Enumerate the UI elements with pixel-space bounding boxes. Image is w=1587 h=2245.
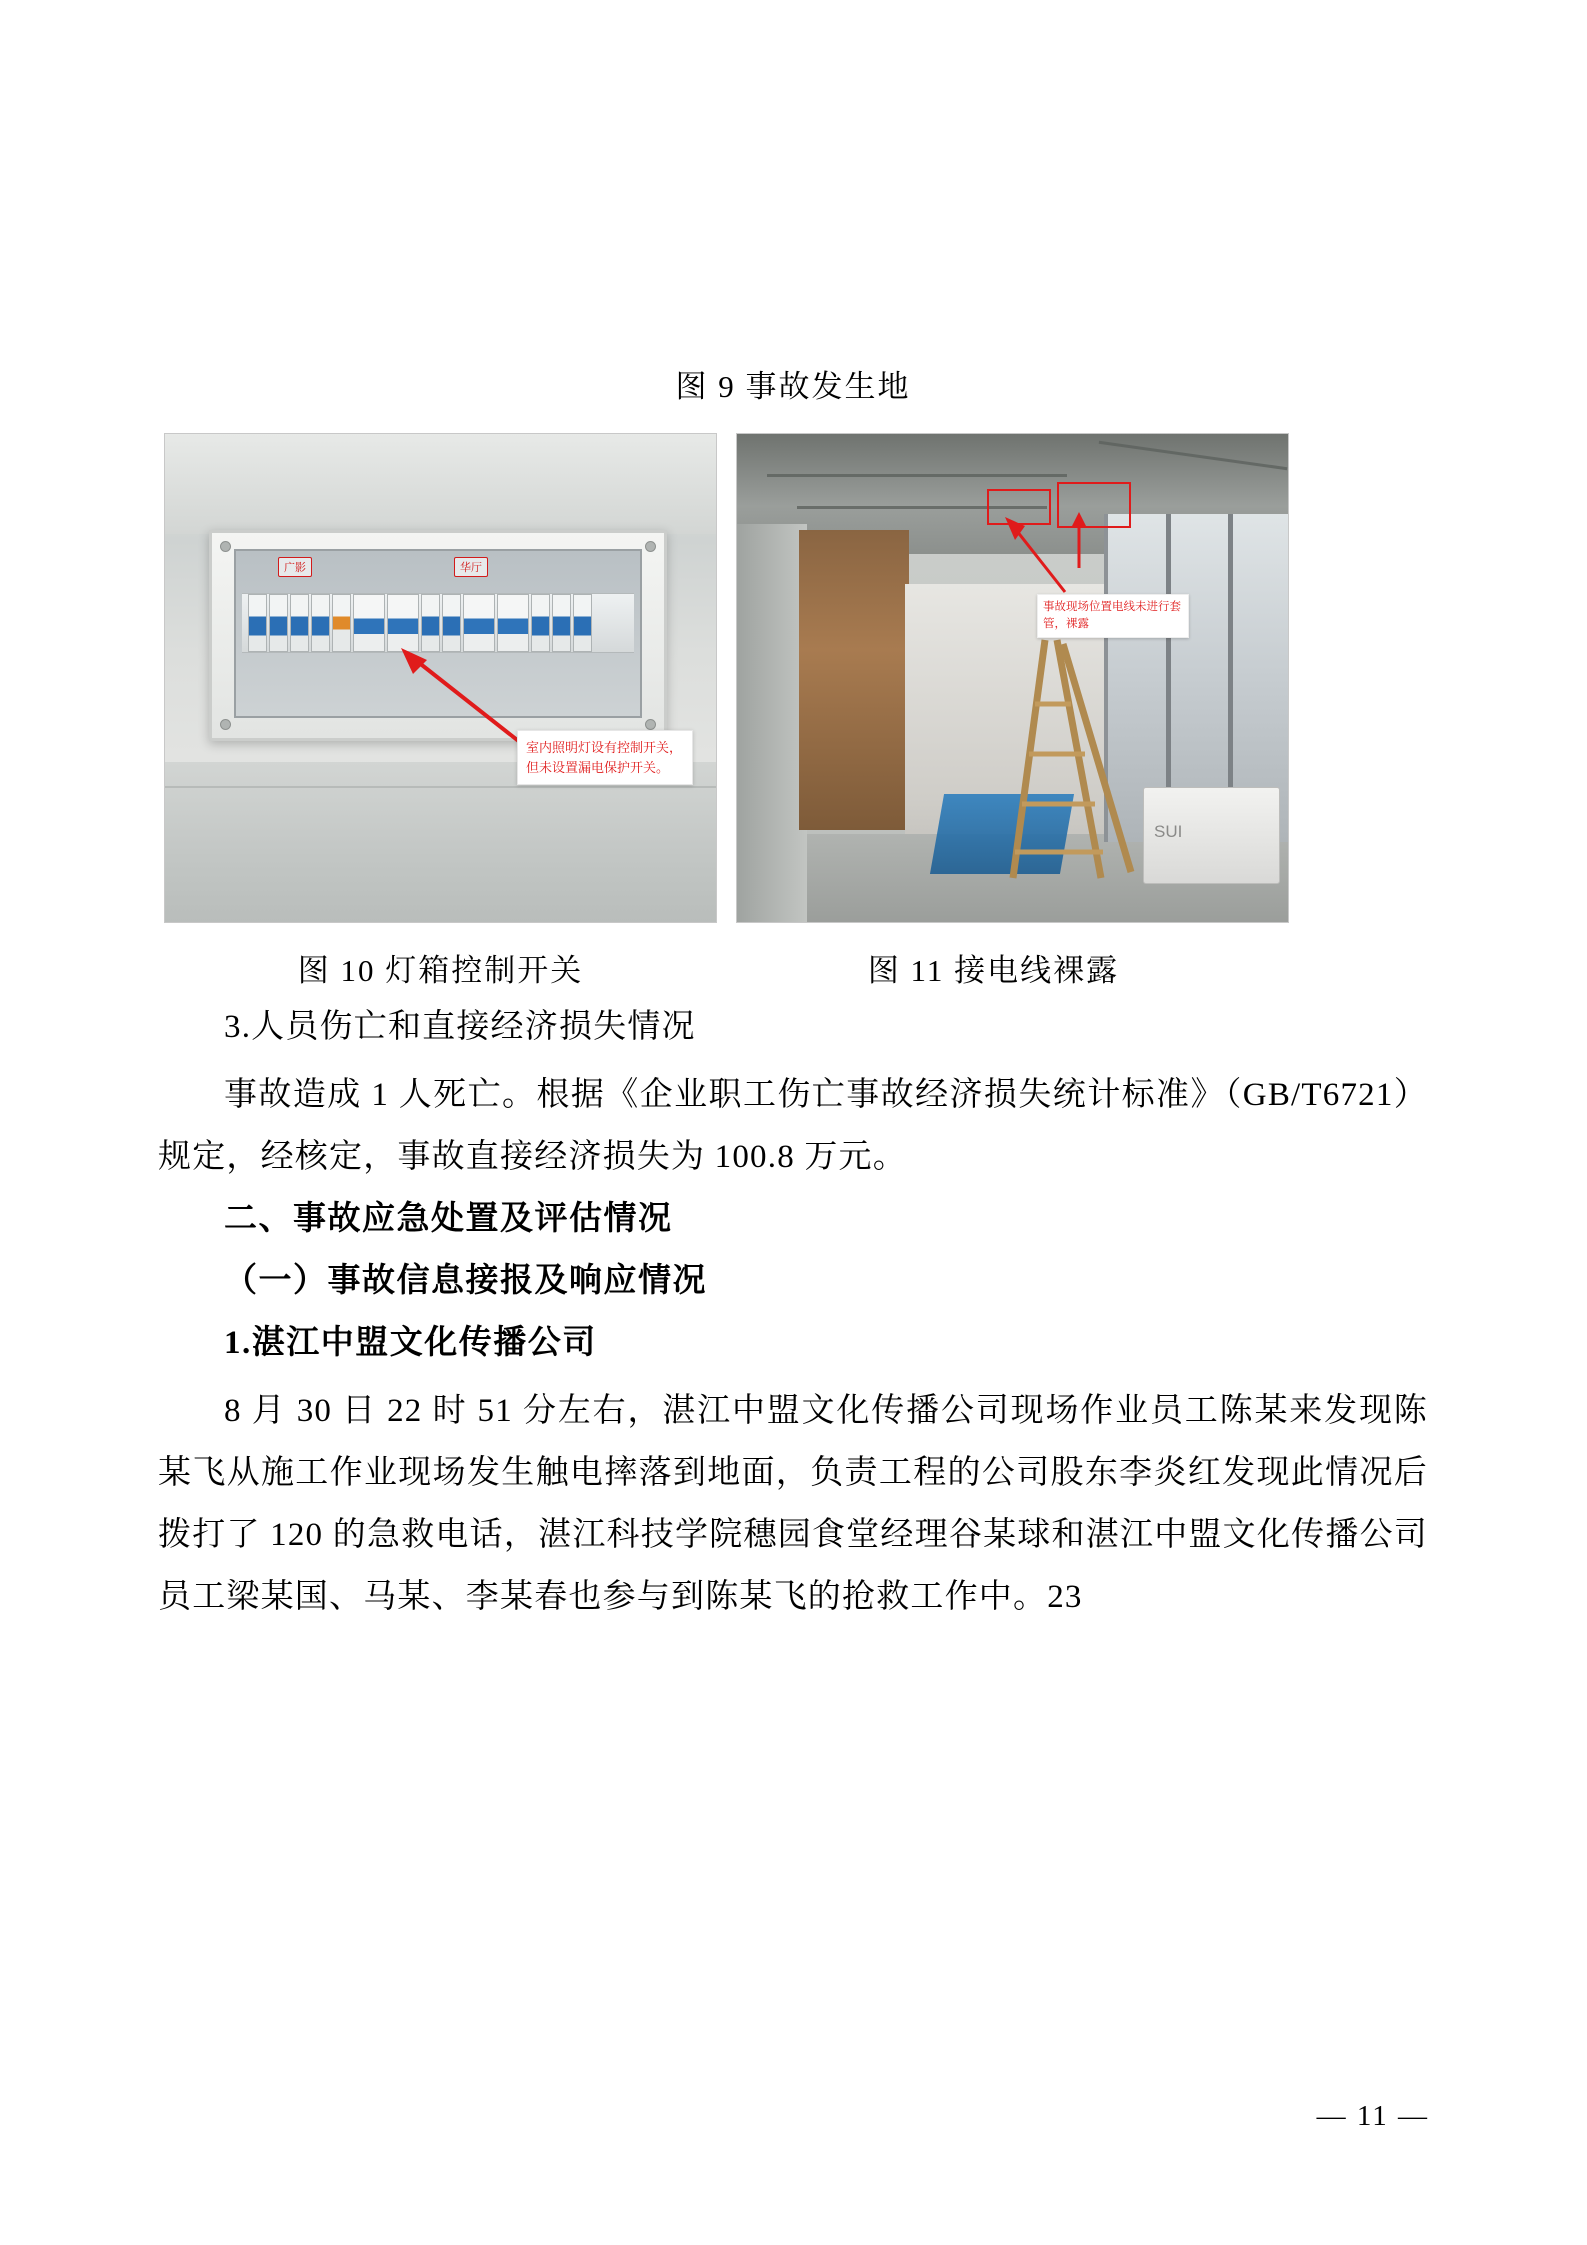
panel-wall-lower <box>165 762 716 922</box>
figure-11-annotation: 事故现场位置电线未进行套管，裸露 <box>1037 594 1189 637</box>
breaker-unit <box>552 594 571 652</box>
left-wall <box>737 524 807 922</box>
screw-icon <box>645 541 656 552</box>
panel-wall-upper <box>165 434 716 534</box>
screw-icon <box>220 541 231 552</box>
breaker-unit <box>353 594 385 652</box>
page-number: — 11 — <box>1316 2100 1429 2132</box>
annotation-arrow-icon <box>1059 510 1099 570</box>
figure-10-image <box>164 433 717 923</box>
appliance-brand-text: SUI <box>1154 822 1183 842</box>
figure-9-caption: 图 9 事故发生地 <box>675 369 911 404</box>
page-content <box>158 0 1428 2245</box>
screw-icon <box>220 719 231 730</box>
figures-row <box>164 433 1289 923</box>
subsection-one-heading: （一）事故信息接报及响应情况 <box>224 1263 707 1300</box>
casualty-heading: 3.人员伤亡和直接经济损失情况 <box>224 1009 696 1046</box>
figure-11-caption: 图 11 接电线裸露 <box>867 953 1120 989</box>
ceiling-rail <box>767 474 1067 477</box>
breaker-label-left: 广影 <box>278 557 312 577</box>
breaker-unit <box>332 594 351 652</box>
breaker-unit <box>573 594 592 652</box>
ceiling-rail <box>1099 441 1288 470</box>
ladder <box>1005 634 1145 884</box>
figure-10-caption: 图 10 灯箱控制开关 <box>297 953 584 989</box>
figure-captions-row <box>164 945 1289 990</box>
screw-icon <box>645 719 656 730</box>
breaker-unit <box>269 594 288 652</box>
wood-panel-wall <box>799 530 909 830</box>
breaker-unit <box>248 594 267 652</box>
company-heading: 1.湛江中盟文化传播公司 <box>224 1325 597 1362</box>
section-two-heading: 二、事故应急处置及评估情况 <box>224 1201 673 1238</box>
breaker-label-right: 华厅 <box>454 557 488 577</box>
figure-10-annotation: 室内照明灯设有控制开关，但未设置漏电保护开关。 <box>517 730 693 785</box>
breaker-unit <box>311 594 330 652</box>
casualty-paragraph: 事故造成 1 人死亡。根据《企业职工伤亡事故经济损失统计标准》（GB/T6721）规定，经核定，事故直接经济损失为 100.8 万元。 <box>158 1077 1428 1176</box>
company-paragraph: 8 月 30 日 22 时 51 分左右，湛江中盟文化传播公司现场作业员工陈某来发现陈某飞从施工作业现场发生触电摔落到地面，负责工程的公司股东李炎红发现此情况后拨打了 120 的急救电话，湛江科技学院穗园食堂经理谷某球和湛江中盟文化传播公司员工梁某国、马某、李某春也参与到陈某飞的抢救工作中。23 <box>158 1393 1428 1616</box>
figure-11-image <box>736 433 1289 923</box>
breaker-unit <box>290 594 309 652</box>
appliance-unit <box>1143 787 1280 884</box>
